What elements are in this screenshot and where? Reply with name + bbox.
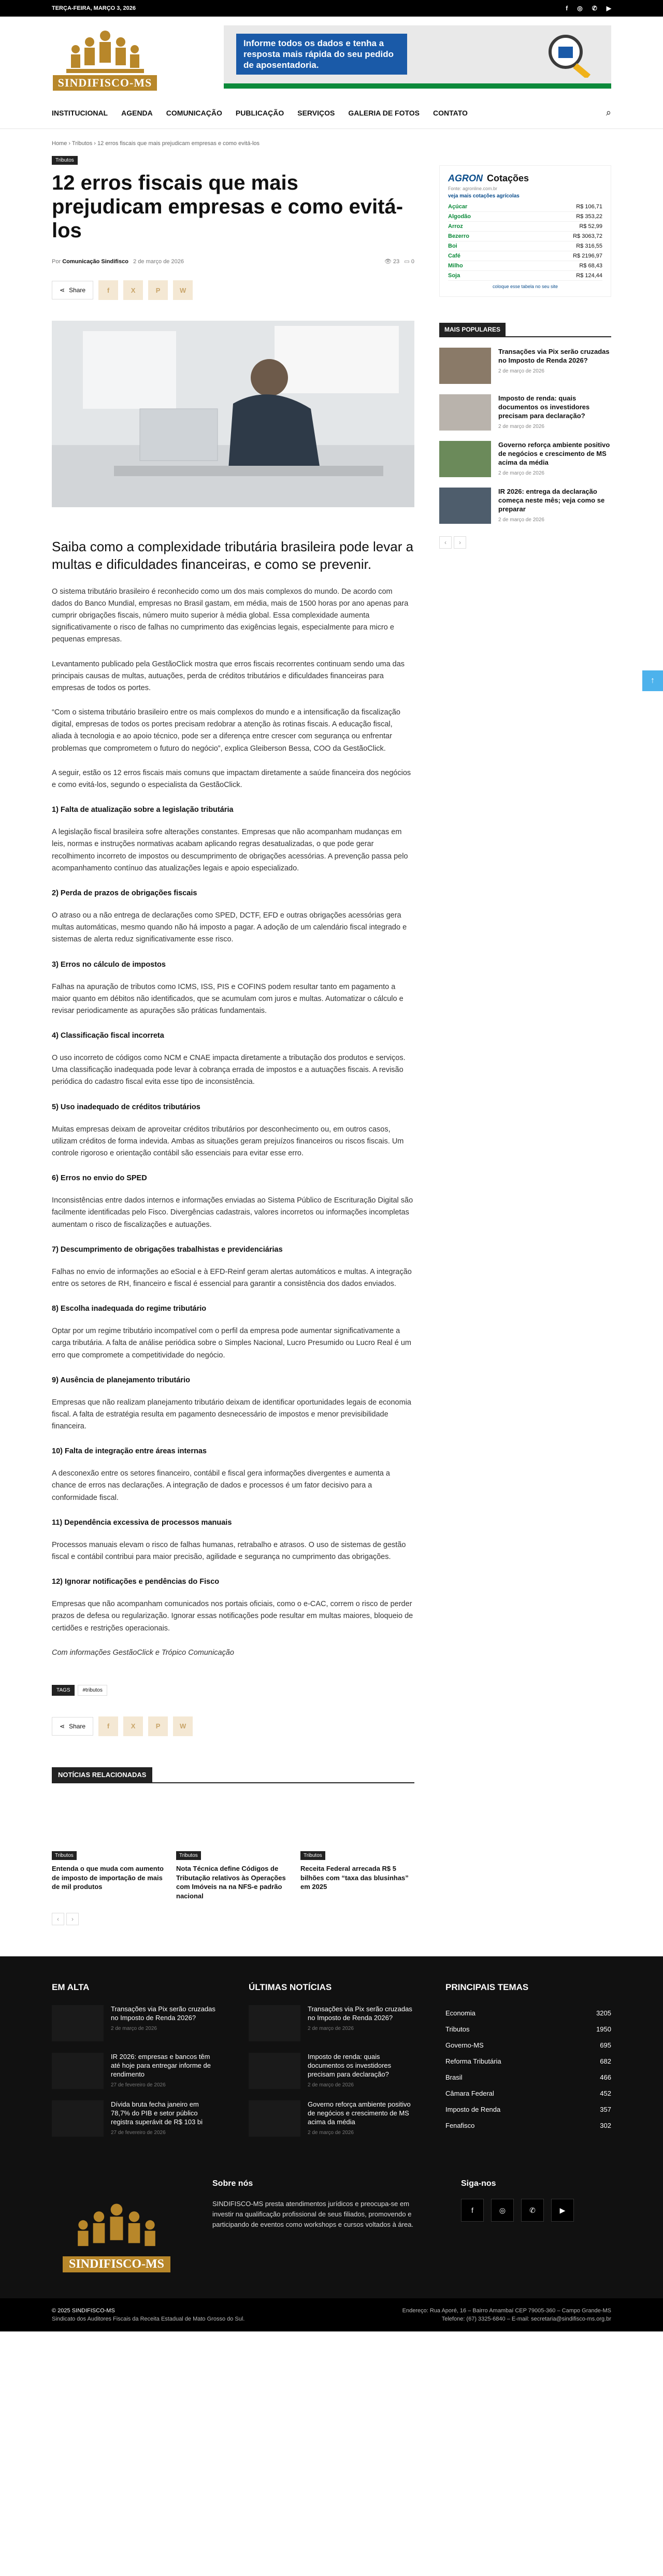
share-icon: ⋖ [60, 287, 65, 294]
instagram-icon[interactable]: ◎ [577, 5, 583, 12]
popular-headline[interactable]: Governo reforça ambiente positivo de negócios e crescimento de MS acima da média [498, 441, 610, 466]
article-title: 12 erros fiscais que mais prejudicam empresas e como evitá-los [52, 171, 403, 242]
quote-row [448, 222, 602, 232]
related-image[interactable] [176, 1794, 290, 1860]
author-name[interactable]: Comunicação Sindifisco [62, 258, 128, 265]
sidebar [439, 129, 611, 1925]
footer-thumbnail[interactable] [249, 2005, 300, 2041]
topic-name[interactable]: Reforma Tributária [445, 2057, 501, 2066]
share-pinterest-button[interactable]: P [148, 280, 168, 300]
popular-item[interactable] [439, 441, 611, 477]
topic-count: 357 [600, 2106, 611, 2114]
section-heading: 8) Escolha inadequada do regime tributário [52, 1305, 207, 1313]
nav-item-comunicacao[interactable]: COMUNICAÇÃO [166, 108, 222, 117]
section-heading: 3) Erros no cálculo de impostos [52, 960, 166, 969]
related-list [52, 1794, 414, 1900]
quotes-table [448, 202, 602, 281]
related-title [52, 1767, 414, 1783]
share-whatsapp-button[interactable]: W [173, 280, 193, 300]
tags-label: TAGS [52, 1685, 75, 1696]
footer-news-item[interactable] [52, 2053, 218, 2089]
copyright-sub: Sindicato dos Auditores Fiscais da Receita Estadual de Mato Grosso do Sul. [52, 2316, 245, 2323]
popular-thumbnail[interactable] [439, 348, 491, 384]
facebook-icon[interactable]: f [566, 5, 568, 12]
popular-thumbnail[interactable] [439, 394, 491, 431]
quote-name: Café [448, 253, 460, 259]
comment-count[interactable]: 0 [411, 259, 414, 265]
share-x-button[interactable]: X [123, 280, 143, 300]
topic-count: 695 [600, 2041, 611, 2050]
section-heading: 6) Erros no envio do SPED [52, 1174, 147, 1183]
copyright: © 2025 SINDIFISCO-MS [52, 2308, 115, 2314]
footer-thumbnail[interactable] [52, 2005, 104, 2041]
topic-name[interactable]: Imposto de Renda [445, 2106, 501, 2114]
quote-row [448, 241, 602, 251]
footer-headline[interactable]: Transações via Pix serão cruzadas no Imposto de Renda 2026? [111, 2005, 215, 2022]
related-item[interactable] [176, 1794, 290, 1900]
quote-value: R$ 2196,97 [573, 253, 602, 259]
quote-name: Arroz [448, 223, 463, 230]
view-count: 23 [393, 259, 400, 265]
footer [0, 1956, 663, 2298]
about-text: SINDIFISCO-MS presta atendimentos jurídicos e preocupa-se em investir na qualificação profissional de seus filiados, promovendo e participando de eventos como workshops e cursos voltados à área. [212, 2200, 414, 2229]
popular-headline[interactable]: IR 2026: entrega da declaração começa neste mês; veja como se preparar [498, 488, 605, 513]
facebook-icon[interactable]: f [461, 2199, 484, 2222]
magnifier-icon [542, 31, 599, 78]
current-date: TERÇA-FEIRA, MARÇO 3, 2026 [52, 5, 136, 11]
top-social-links [566, 5, 611, 12]
popular-item[interactable] [439, 488, 611, 524]
footer-date: 2 de março de 2026 [308, 2082, 354, 2088]
article-meta [52, 258, 414, 265]
related-image[interactable] [52, 1794, 166, 1860]
related-pagination [52, 1913, 414, 1925]
footer-news-item[interactable] [52, 2005, 218, 2041]
trending-list [52, 2005, 218, 2137]
eye-icon: 👁 [384, 259, 392, 265]
footer-topics-title: PRINCIPAIS TEMAS [445, 1982, 529, 1993]
quote-row [448, 261, 602, 271]
share-pinterest-button[interactable]: P [148, 1716, 168, 1736]
share-button[interactable] [52, 281, 93, 299]
paragraph: Inconsistências entre dados internos e informações enviadas ao Sistema Público de Escrituração Digital são facilmente identificadas pelo Fisco. Divergências cadastrais, valores incorretos ou informações incompletas aumentam o risco de fiscalizações e autuações. [52, 1196, 413, 1229]
share-facebook-button[interactable]: f [98, 1716, 118, 1736]
nav-item-contato[interactable]: CONTATO [433, 108, 468, 117]
quotes-header [448, 173, 602, 184]
quote-name: Boi [448, 243, 457, 249]
topic-count: 1950 [596, 2025, 611, 2034]
related-item[interactable] [52, 1794, 166, 1900]
footer-social [461, 2179, 574, 2272]
footer-thumbnail[interactable] [249, 2100, 300, 2137]
quote-value: R$ 3063,72 [573, 233, 602, 239]
quote-row [448, 212, 602, 222]
comment-icon: ▭ [404, 259, 410, 265]
footer-topics [445, 1982, 611, 2148]
quote-value: R$ 68,43 [579, 263, 602, 269]
footer-trending-title: EM ALTA [52, 1982, 90, 1993]
related-headline[interactable]: Entenda o que muda com aumento de imposto de importação de mais de mil produtos [52, 1864, 164, 1891]
paragraph: Falhas na apuração de tributos como ICMS, ISS, PIS e COFINS podem resultar tanto em pagamento a maior quanto em débitos não identificados, que se acumulam com juros e multas. Automatizar o cálculo e revisar periodicamente as apurações são práticas fundamentais. [52, 982, 403, 1015]
top-bar [0, 0, 663, 17]
topic-name[interactable]: Tributos [445, 2025, 470, 2034]
footer-thumbnail[interactable] [52, 2053, 104, 2089]
footer-about [52, 2179, 611, 2298]
topic-row[interactable] [445, 2005, 611, 2021]
share-whatsapp-button[interactable]: W [173, 1716, 193, 1736]
latest-list [249, 2005, 414, 2137]
related-headline[interactable]: Nota Técnica define Códigos de Tributação relativos às Operações com Imóveis na na NFS-e padrão nacional [176, 1864, 286, 1900]
section-heading: 2) Perda de prazos de obrigações fiscais [52, 889, 197, 897]
logo-figures-icon [66, 28, 144, 75]
popular-thumbnail[interactable] [439, 441, 491, 477]
topic-name[interactable]: Governo-MS [445, 2041, 484, 2050]
footer-logo[interactable] [52, 2179, 181, 2272]
share-button[interactable] [52, 1717, 93, 1736]
topic-name[interactable]: Fenafisco [445, 2122, 475, 2130]
logo-wordmark: SINDIFISCO-MS [53, 75, 157, 91]
paragraph: A desconexão entre os setores financeiro, contábil e fiscal gera informações divergentes e aumenta a chance de erros nas declarações. A integração de dados e processos é um fator decisivo para a conformidade fiscal. [52, 1469, 390, 1502]
quote-row [448, 202, 602, 212]
quote-row [448, 271, 602, 281]
tags [52, 1685, 414, 1696]
article-credit: Com informações GestãoClick e Trópico Comunicação [52, 1648, 234, 1657]
topic-name[interactable]: Brasil [445, 2073, 463, 2082]
footer-headline[interactable]: IR 2026: empresas e bancos têm até hoje para entregar informe de rendimento [111, 2053, 211, 2078]
quotes-title: Cotações [487, 173, 529, 183]
nav-item-galeria[interactable]: GALERIA DE FOTOS [348, 108, 420, 117]
popular-date: 2 de março de 2026 [498, 368, 544, 374]
article-body [52, 586, 414, 1659]
popular-headline[interactable]: Imposto de renda: quais documentos os investidores precisam para declaração? [498, 394, 590, 420]
nav-item-institucional[interactable]: INSTITUCIONAL [52, 108, 108, 117]
topic-name[interactable]: Economia [445, 2009, 475, 2017]
whatsapp-icon[interactable]: ✆ [521, 2199, 544, 2222]
page-content [0, 129, 663, 1925]
footer-thumbnail[interactable] [249, 2053, 300, 2089]
prev-page-button[interactable]: ‹ [439, 536, 452, 549]
footer-news-item[interactable] [249, 2005, 414, 2041]
footer-date: 2 de março de 2026 [308, 2129, 354, 2136]
popular-headline[interactable]: Transações via Pix serão cruzadas no Imposto de Renda 2026? [498, 348, 610, 364]
topic-name[interactable]: Câmara Federal [445, 2090, 494, 2098]
footer-news-item[interactable] [249, 2053, 414, 2089]
quotes-embed-link[interactable]: coloque esse tabela no seu site [492, 284, 558, 289]
site-header [0, 17, 663, 97]
popular-pagination [439, 536, 611, 549]
footer-trending [52, 1982, 218, 2148]
topic-count: 466 [600, 2073, 611, 2082]
popular-date: 2 de março de 2026 [498, 423, 544, 430]
breadcrumb[interactable]: Home › Tributos › 12 erros fiscais que mais prejudicam empresas e como evitá-los [52, 140, 260, 147]
footer-news-item[interactable] [249, 2100, 414, 2137]
quote-value: R$ 316,55 [576, 243, 602, 249]
address: Endereço: Rua Aporé, 16 – Bairro Amambaí CEP 79005-360 – Campo Grande-MS [402, 2308, 611, 2314]
paragraph: Empresas que não acompanham comunicados nos portais oficiais, como o e-CAC, correm o risco de perder prazos de defesa ou regularização. Ignorar essas notificações pode resultar em multas maiores, bloqueio de certidões e restrições operacionais. [52, 1600, 413, 1633]
nav-item-servicos[interactable]: SERVIÇOS [297, 108, 335, 117]
author-prefix: Por [52, 258, 61, 265]
share-icon: ⋖ [60, 1722, 65, 1730]
businessman-photo [52, 321, 414, 507]
section-heading: 11) Dependência excessiva de processos manuais [52, 1518, 232, 1527]
popular-title-label: MAIS POPULARES [439, 323, 506, 336]
contact: Telefone: (67) 3325-6840 – E-mail: secretaria@sindifisco-ms.org.br [441, 2316, 611, 2323]
footer-latest-title: ÚLTIMAS NOTÍCIAS [249, 1982, 332, 1993]
share-bar-top [52, 280, 414, 300]
article [52, 129, 414, 1925]
related-item[interactable] [300, 1794, 414, 1900]
paragraph: Levantamento publicado pela GestãoClick mostra que erros fiscais recorrentes continuam sendo uma das principais causas de multas, autuações, perda de créditos tributários e dificuldades financeiras para empresas de todos os portes. [52, 660, 405, 692]
footer-headline[interactable]: Governo reforça ambiente positivo de negócios e crescimento de MS acima da média [308, 2100, 411, 2126]
footer-date: 27 de fevereiro de 2026 [111, 2129, 166, 2136]
next-page-button[interactable]: › [66, 1913, 79, 1925]
paragraph: Muitas empresas deixam de aproveitar créditos tributários por desconhecimento ou, em outros casos, utilizam créditos de forma indevida. Ambas as situações geram prejuízos financeiros ou riscos fiscais. Um controle rigoroso e orientação contábil são essenciais para evitar esse erro. [52, 1125, 404, 1158]
popular-date: 2 de março de 2026 [498, 517, 544, 523]
nav-menu [52, 109, 468, 117]
footer-headline[interactable]: Dívida bruta fecha janeiro em 78,7% do PIB e setor público registra superávit de R$ 103 bi [111, 2100, 203, 2126]
ad-banner[interactable] [224, 25, 611, 89]
footer-latest [249, 1982, 414, 2148]
quote-name: Milho [448, 263, 463, 269]
section-heading: 12) Ignorar notificações e pendências do Fisco [52, 1578, 220, 1586]
paragraph: O atraso ou a não entrega de declarações como SPED, DCTF, EFD e outras obrigações acessórias gera multas automáticas, mesmo quando não há imposto a pagar. A adoção de um calendário fiscal integrado e sistemas de alerta reduz significativamente esse risco. [52, 911, 407, 944]
nav-item-publicacao[interactable]: PUBLICAÇÃO [235, 108, 284, 117]
popular-item[interactable] [439, 394, 611, 431]
topic-row[interactable] [445, 2117, 611, 2134]
popular-thumbnail[interactable] [439, 488, 491, 524]
next-page-button[interactable]: › [454, 536, 466, 549]
article-lead: Saiba como a complexidade tributária brasileira pode levar a multas e dificuldades financeiras, e como se prevenir. [52, 539, 414, 572]
paragraph: O uso incorreto de códigos como NCM e CNAE impacta diretamente a tributação dos produtos e serviços. Uma classificação inadequada pode levar à cobrança errada de impostos e a autuações fiscais. A revisão periódica do cadastro fiscal evita esse tipo de inconsistência. [52, 1054, 406, 1086]
arrow-up-icon: ↑ [651, 676, 655, 685]
tag-tributos[interactable]: #tributos [78, 1685, 107, 1696]
related-title-label: NOTÍCIAS RELACIONADAS [52, 1767, 152, 1782]
popular-item[interactable] [439, 348, 611, 384]
quotes-widget [439, 165, 611, 297]
section-heading: 7) Descumprimento de obrigações trabalhistas e previdenciárias [52, 1245, 283, 1254]
popular-title [439, 323, 611, 337]
paragraph: Processos manuais elevam o risco de falhas humanas, retrabalho e atrasos. O uso de sistemas de gestão fiscal e contábil contribui para maior precisão, agilidade e segurança no cumprimento das obrigações. [52, 1540, 406, 1562]
paragraph: O sistema tributário brasileiro é reconhecido como um dos mais complexos do mundo. De acordo com dados do Banco Mundial, empresas no Brasil gastam, em média, mais de 1500 horas por ano apenas para cumprir obrigações fiscais, número muito superior à média global. Essa complexidade aumenta significativamente o risco de falhas no cumprimento das exigências legais, especialmente para micro e pequenas empresas. [52, 587, 409, 644]
popular-list [439, 348, 611, 524]
share-label: Share [69, 1722, 86, 1730]
topic-count: 3205 [596, 2009, 611, 2017]
paragraph: “Com o sistema tributário brasileiro entre os mais complexos do mundo e a intensificação da fiscalização digital, empresas de todos os portes precisam redobrar a atenção às rotinas fiscais. A educação fiscal, aliada à tecnologia e ao apoio técnico, pode ser a diferença entre crescer com segurança ou enfrentar problemas que comprometem o futuro do negócio”, explica Gleiberson Bessa, COO da GestãoClick. [52, 708, 400, 753]
related-image[interactable] [300, 1794, 414, 1860]
section-heading: 9) Ausência de planejamento tributário [52, 1376, 190, 1384]
quotes-source[interactable]: Fonte: agronline.com.br [448, 186, 498, 191]
publish-date: 2 de março de 2026 [133, 258, 184, 265]
topic-row[interactable] [445, 2085, 611, 2101]
footer-news-item[interactable] [52, 2100, 218, 2137]
topic-count: 682 [600, 2057, 611, 2066]
related-headline[interactable]: Receita Federal arrecada R$ 5 bilhões com “taxa das blusinhas” em 2025 [300, 1864, 409, 1891]
section-heading: 1) Falta de atualização sobre a legislação tributária [52, 806, 234, 814]
youtube-icon[interactable]: ▶ [606, 5, 611, 12]
footer-columns [52, 1982, 611, 2148]
footer-headline[interactable]: Transações via Pix serão cruzadas no Imposto de Renda 2026? [308, 2005, 412, 2022]
section-heading: 5) Uso inadequado de créditos tributários [52, 1103, 200, 1111]
popular-date: 2 de março de 2026 [498, 470, 544, 476]
topic-row[interactable] [445, 2069, 611, 2085]
quote-row [448, 251, 602, 261]
topic-row[interactable] [445, 2021, 611, 2037]
paragraph: Optar por um regime tributário incompatível com o perfil da empresa pode aumentar significativamente a carga tributária. A falta de análise periódica sobre o Simples Nacional, Lucro Presumido ou Lucro Real é um erro que compromete a competitividade do negócio. [52, 1327, 411, 1359]
logo-figures-icon [73, 2199, 161, 2256]
topic-row[interactable] [445, 2037, 611, 2053]
related-category[interactable]: Tributos [300, 1851, 325, 1860]
footer-social-title: Siga-nos [461, 2179, 496, 2188]
footer-headline[interactable]: Imposto de renda: quais documentos os investidores precisam para declaração? [308, 2053, 392, 2078]
footer-date: 2 de março de 2026 [111, 2025, 157, 2031]
logo-wordmark: SINDIFISCO-MS [63, 2256, 170, 2272]
quote-name: Açúcar [448, 204, 468, 210]
quote-name: Algodão [448, 213, 471, 220]
quote-value: R$ 124,44 [576, 273, 602, 279]
footer-thumbnail[interactable] [52, 2100, 104, 2137]
paragraph: A legislação fiscal brasileira sofre alterações constantes. Empresas que não acompanham mudanças em leis, normas e instruções normativas acabam aplicando regras desatualizadas, o que pode gerar recolhimento incorreto de impostos ou descumprimento de obrigações acessórias. A prevenção passa pelo acompanhamento contínuo das atualizações legais e apoio especializado. [52, 828, 408, 872]
about-text-block [212, 2179, 430, 2272]
footer-date: 2 de março de 2026 [308, 2025, 354, 2031]
share-bar-bottom [52, 1716, 414, 1736]
banner-text: Informe todos os dados e tenha a resposta mais rápida do seu pedido de aposentadoria. [236, 34, 407, 75]
instagram-icon[interactable]: ◎ [491, 2199, 514, 2222]
footer-date: 27 de fevereiro de 2026 [111, 2082, 166, 2088]
quotes-brand[interactable]: AGRON [448, 173, 483, 183]
related-category[interactable]: Tributos [52, 1851, 77, 1860]
section-heading: 10) Falta de integração entre áreas internas [52, 1447, 207, 1456]
topic-row[interactable] [445, 2101, 611, 2117]
site-logo[interactable] [52, 23, 158, 91]
main-nav [0, 97, 663, 129]
quote-value: R$ 106,71 [576, 204, 602, 210]
back-to-top-button[interactable] [642, 670, 663, 691]
category-badge[interactable]: Tributos [52, 156, 78, 165]
article-featured-image [52, 321, 414, 507]
paragraph: A seguir, estão os 12 erros fiscais mais comuns que impactam diretamente a saúde financeira dos negócios e como evitá-los, segundo o especialista da GestãoClick. [52, 768, 411, 790]
share-x-button[interactable]: X [123, 1716, 143, 1736]
prev-page-button[interactable]: ‹ [52, 1913, 64, 1925]
topic-row[interactable] [445, 2053, 611, 2069]
quote-value: R$ 52,99 [579, 223, 602, 230]
paragraph: Falhas no envio de informações ao eSocial e à EFD-Reinf geram alertas automáticos e multas. A integração entre os setores de RH, financeiro e fiscal é essencial para garantir a consistência dos dados enviados. [52, 1267, 412, 1288]
topic-count: 452 [600, 2090, 611, 2098]
footer-bottom-bar [0, 2298, 663, 2331]
quote-name: Soja [448, 273, 460, 279]
youtube-icon[interactable]: ▶ [551, 2199, 574, 2222]
whatsapp-icon[interactable]: ✆ [592, 5, 597, 12]
paragraph: Empresas que não realizam planejamento tributário deixam de identificar oportunidades legais de economia fiscal. A falta de estratégia resulta em pagamento desnecessário de impostos e menor previsibilidade financeira. [52, 1398, 411, 1431]
share-label: Share [69, 287, 86, 294]
nav-item-agenda[interactable]: AGENDA [121, 108, 153, 117]
search-icon[interactable]: ⌕ [606, 107, 611, 118]
topics-list [445, 2005, 611, 2134]
quote-row [448, 232, 602, 241]
quotes-more-link[interactable]: veja mais cotações agrícolas [448, 193, 520, 199]
topic-count: 302 [600, 2122, 611, 2130]
about-title: Sobre nós [212, 2179, 253, 2188]
quote-value: R$ 353,22 [576, 213, 602, 220]
section-heading: 4) Classificação fiscal incorreta [52, 1032, 164, 1040]
related-category[interactable]: Tributos [176, 1851, 201, 1860]
quote-name: Bezerro [448, 233, 469, 239]
share-facebook-button[interactable]: f [98, 280, 118, 300]
